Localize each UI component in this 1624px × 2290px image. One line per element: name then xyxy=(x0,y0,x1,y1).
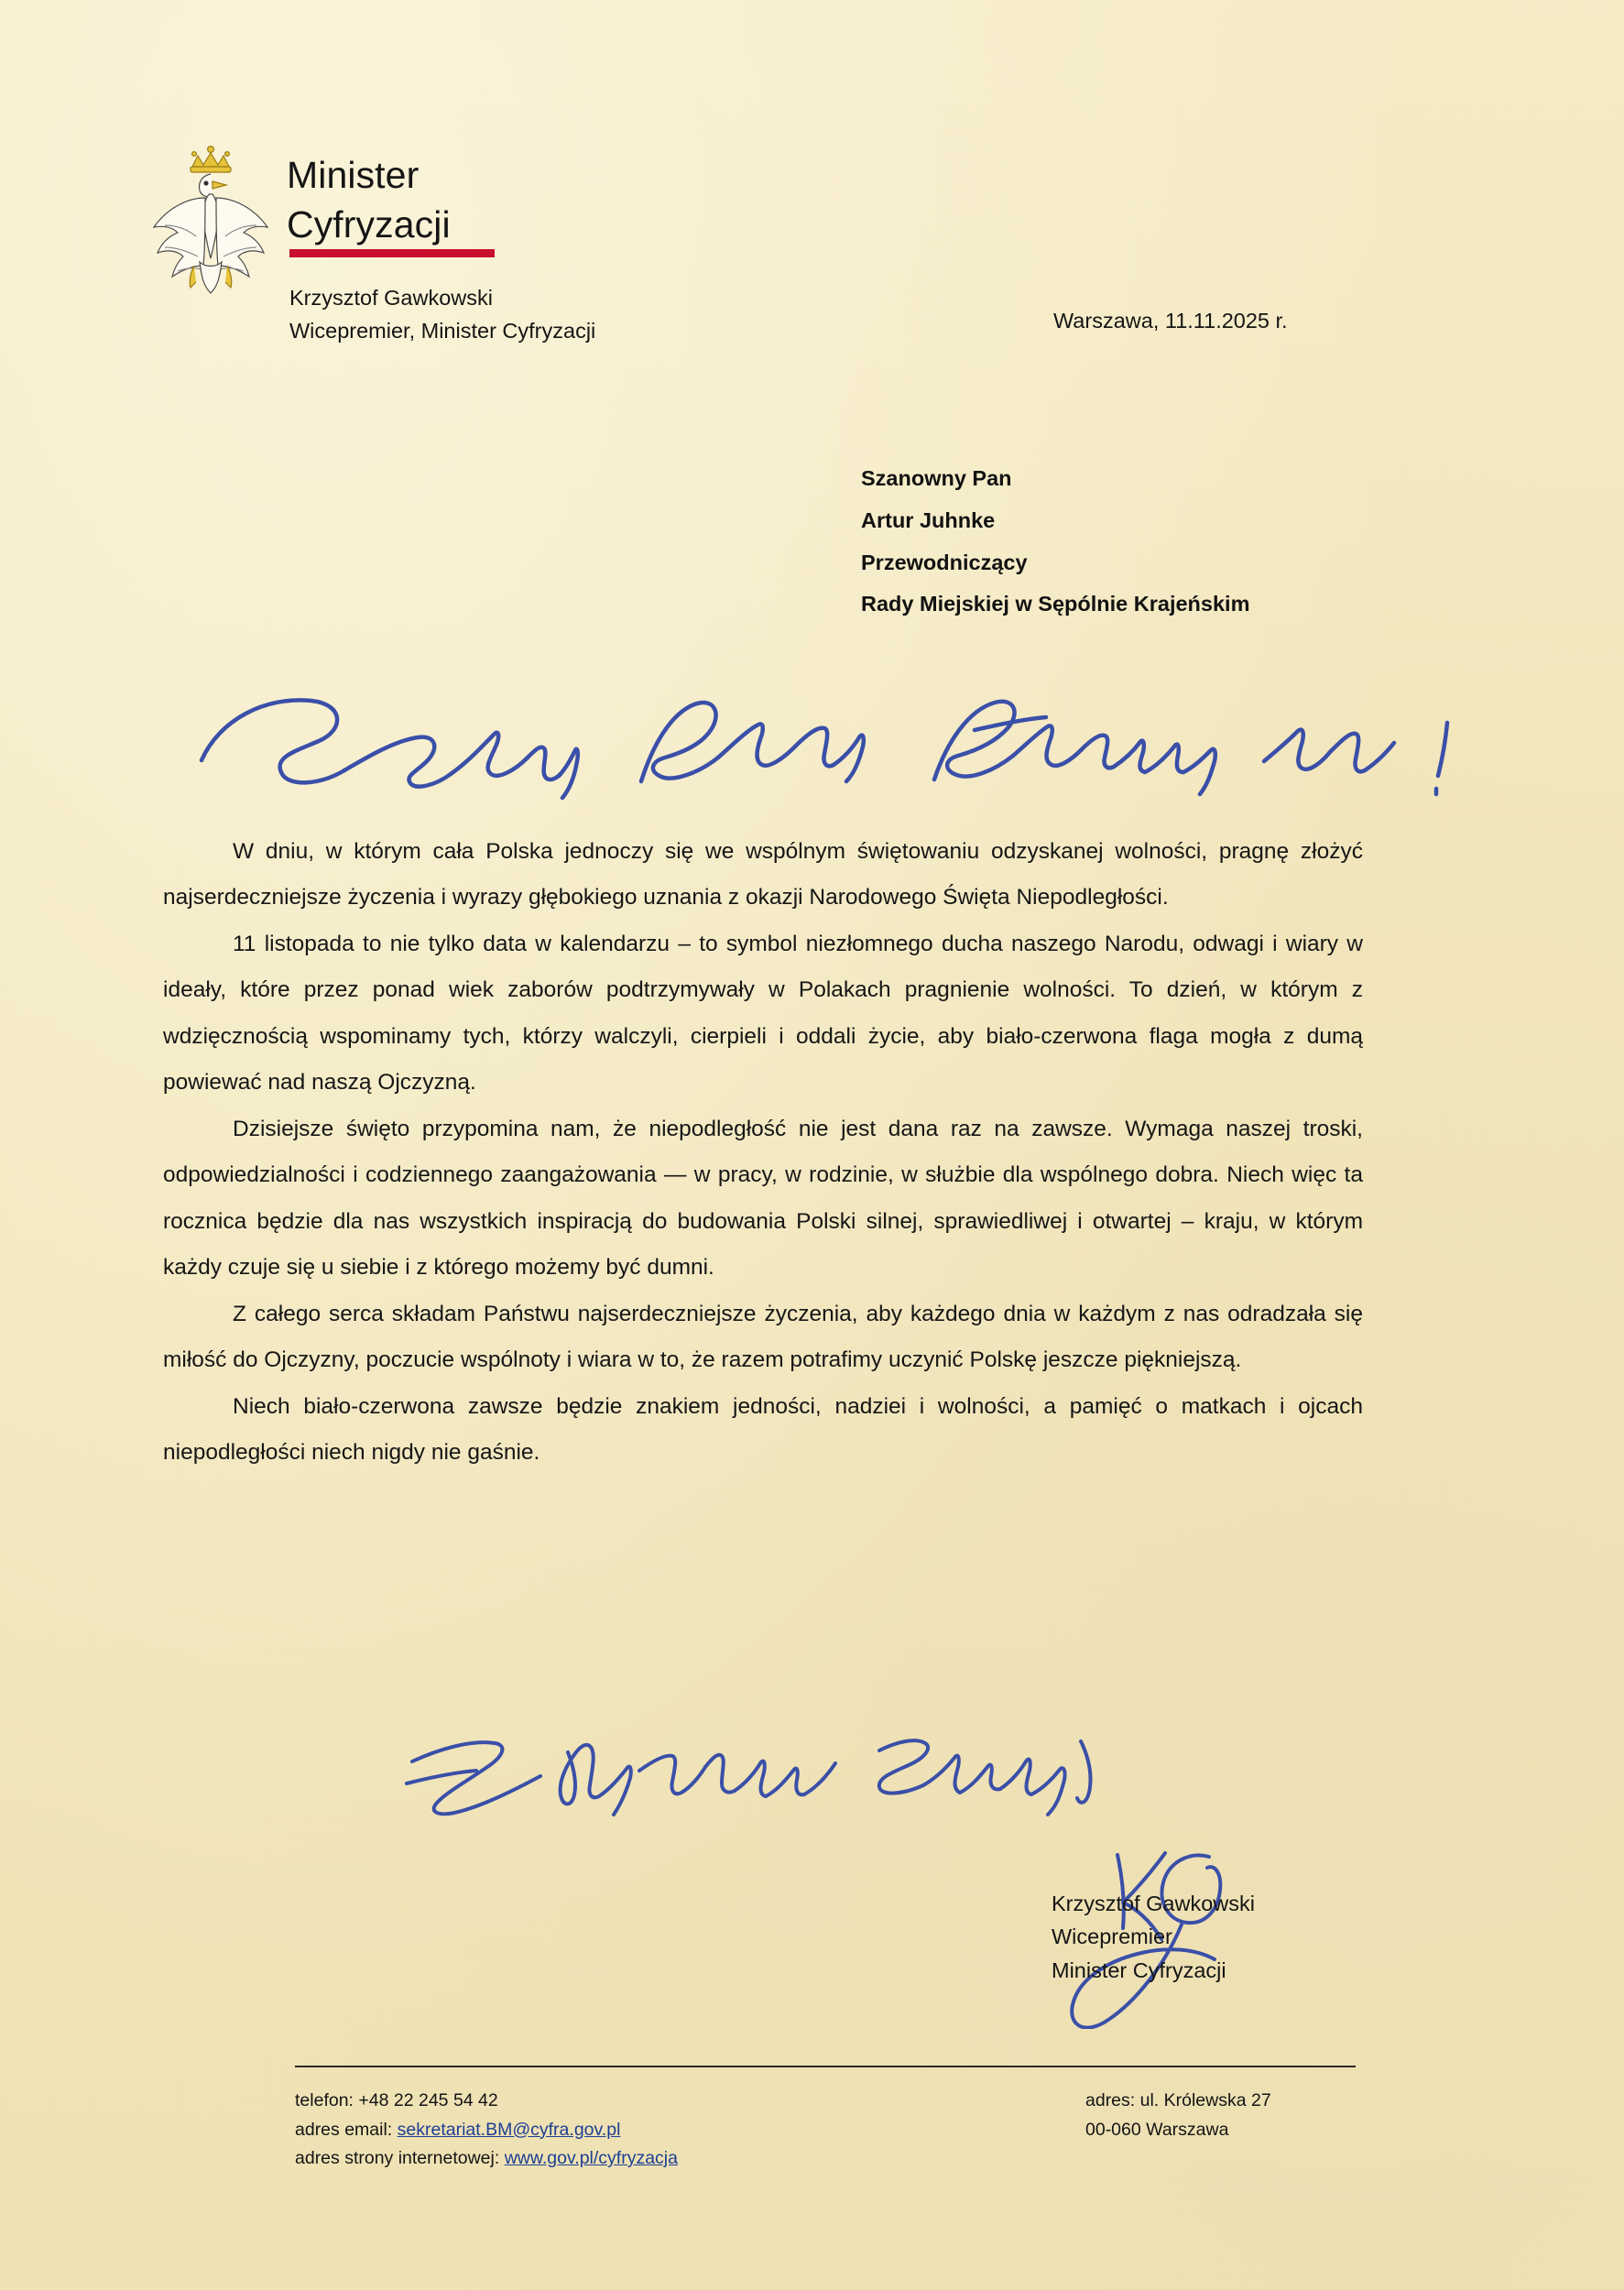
addressee-line-2: Artur Juhnke xyxy=(861,507,996,532)
footer-email-label: adres email: xyxy=(295,2119,398,2140)
letter-body xyxy=(163,829,1363,1477)
signature-block xyxy=(1052,1887,1255,1987)
footer-website-label: adres strony internetowej: xyxy=(295,2148,505,2169)
footer-phone-value: +48 22 245 54 42 xyxy=(358,2090,498,2110)
signature-role-1: Wicepremier xyxy=(1052,1925,1172,1949)
footer-email-row xyxy=(295,2116,678,2145)
letterhead-signer-role: Wicepremier, Minister Cyfryzacji xyxy=(289,318,596,343)
body-paragraph-5: Niech biało-czerwona zawsze będzie znakiem jedności, nadziei i wolności, a pamięć o matkach i ojcach niepodległości niech nigdy nie gaśnie. xyxy=(163,1393,1363,1466)
body-paragraph-2: 11 listopada to nie tylko data w kalendarzu – to symbol niezłomnego ducha naszego Narodu, odwagi i wiary w ideały, które przez ponad wiek zaborów podtrzymywały w Polakach pragnienie wolności. To dzień, w którym z wdzięcznością wspominamy tych, którzy walczyli, cierpieli i oddali życie, aby biało-czerwona flaga mogła z dumą powiewać nad naszą Ojczyzną. xyxy=(163,931,1363,1096)
brand-red-rule xyxy=(289,249,495,257)
body-paragraph-4: Z całego serca składam Państwu najserdeczniejsze życzenia, aby każdego dnia w każdym z nas odradzała się miłość do Ojczyzny, poczucie wspólnoty i wiara w to, że razem potrafimy uczynić Polskę jeszcze piękniejszą. xyxy=(163,1301,1363,1373)
polish-eagle-crest-icon xyxy=(137,137,284,311)
place-and-date: Warszawa, 11.11.2025 r. xyxy=(1053,309,1288,333)
body-paragraph-3: Dzisiejsze święto przypomina nam, że niepodległość nie jest dana raz na zawsze. Wymaga naszej troski, odpowiedzialności i codziennego zaangażowania — w pracy, w rodzinie, w służbie dla wspólnego dobra. Niech więc ta rocznica będzie dla nas wszystkich inspiracją do budowania Polski silnej, sprawiedliwej i otwartej – kraju, w którym każdy czuje się u siebie i z którego możemy być dumni. xyxy=(163,1116,1363,1281)
ministry-title xyxy=(287,150,451,249)
addressee-block xyxy=(861,458,1249,626)
addressee-line-4: Rady Miejskiej w Sępólnie Krajeńskim xyxy=(861,592,1250,616)
footer-contact xyxy=(295,2087,678,2174)
footer-phone-row xyxy=(295,2087,678,2116)
footer-phone-label: telefon: xyxy=(295,2090,359,2110)
footer-divider xyxy=(295,2066,1356,2067)
letterhead-signer-name: Krzysztof Gawkowski xyxy=(289,286,493,310)
footer-address-line-2: 00-060 Warszawa xyxy=(1085,2119,1229,2140)
footer-email-link[interactable]: sekretariat.BM@cyfra.gov.pl xyxy=(397,2119,621,2140)
footer-website-link[interactable]: www.gov.pl/cyfryzacja xyxy=(504,2148,678,2169)
body-paragraph-1: W dniu, w którym cała Polska jednoczy się we wspólnym świętowaniu odzyskanej wolności, pragnę złożyć najserdeczniejsze życzenia i wyrazy głębokiego uznania z okazji Narodowego Święta Niepodległości. xyxy=(163,839,1363,911)
ministry-title-line2: Cyfryzacji xyxy=(287,203,451,246)
footer-address-line-1: adres: ul. Królewska 27 xyxy=(1085,2090,1271,2110)
handwritten-greeting xyxy=(165,673,1466,802)
footer-address xyxy=(1085,2087,1271,2144)
signature-role-2: Minister Cyfryzacji xyxy=(1052,1957,1226,1982)
signature-name: Krzysztof Gawkowski xyxy=(1052,1892,1255,1915)
addressee-line-3: Przewodniczący xyxy=(861,550,1028,574)
ministry-title-line1: Minister xyxy=(287,154,420,196)
handwritten-signature xyxy=(385,1699,1411,2029)
footer-website-row xyxy=(295,2144,678,2174)
letterhead-signer xyxy=(289,282,595,347)
addressee-line-1: Szanowny Pan xyxy=(861,466,1012,490)
